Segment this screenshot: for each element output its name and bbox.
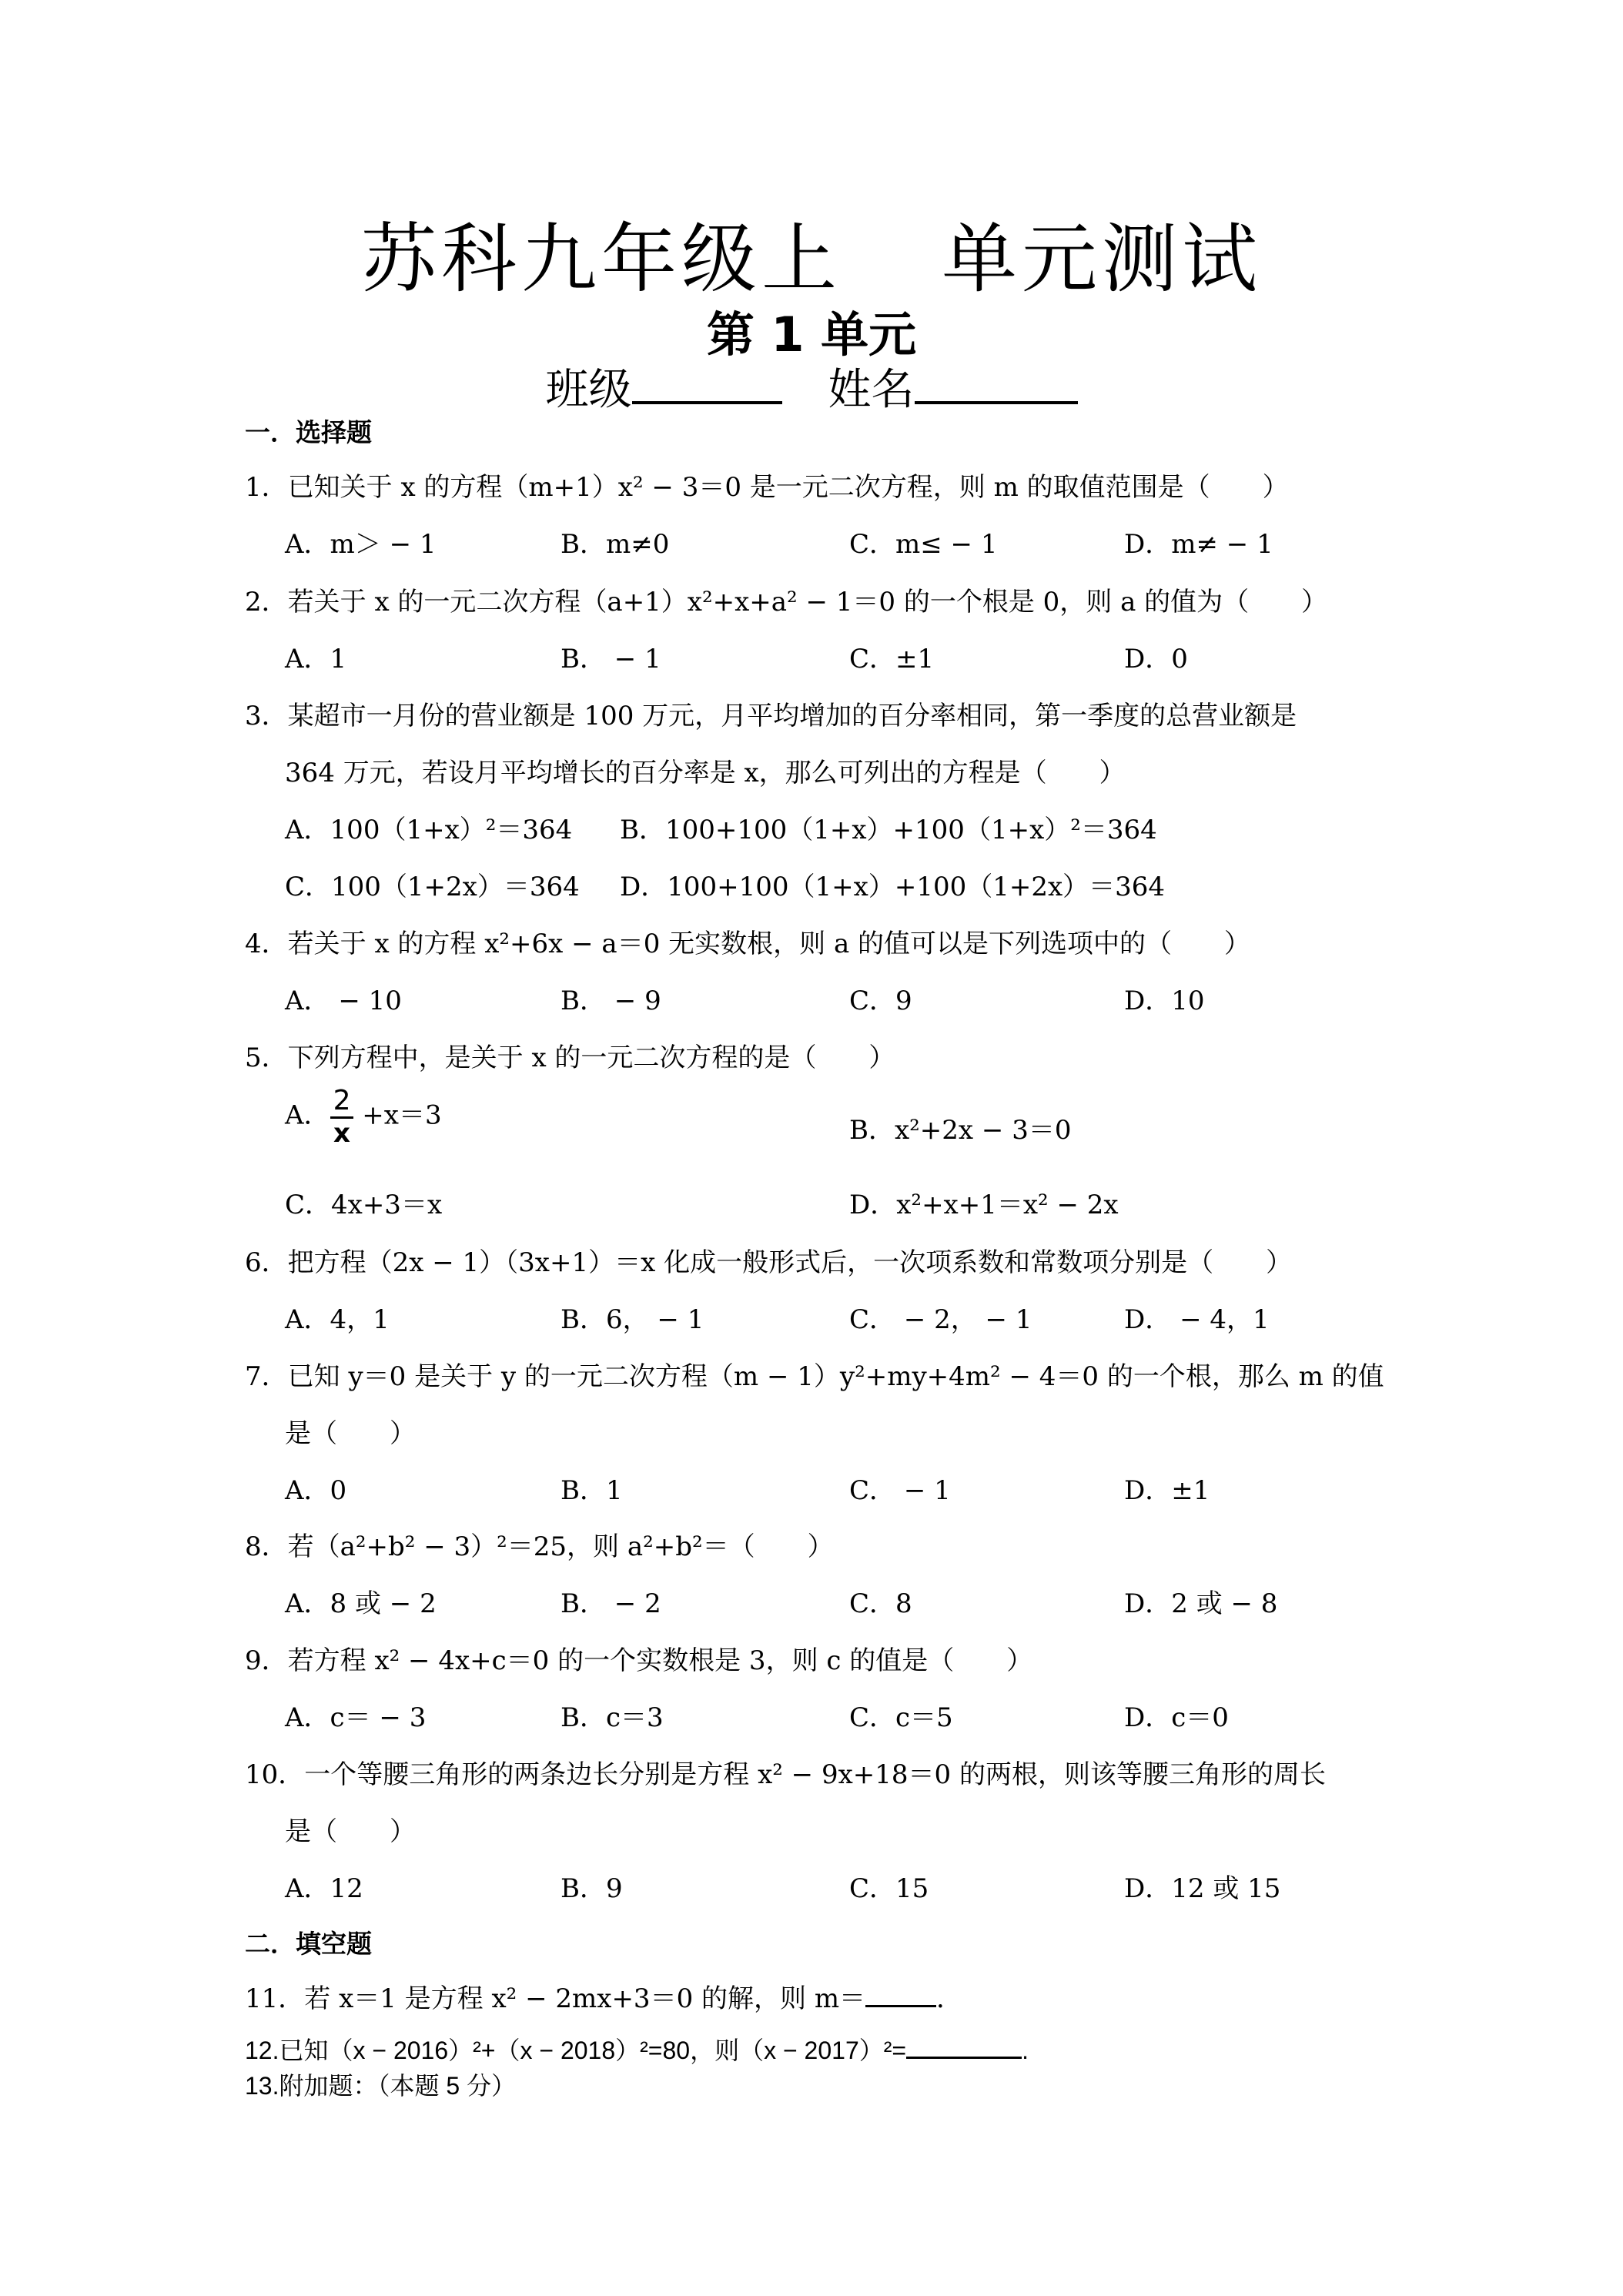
name-label: 姓名 <box>828 365 915 415</box>
q5-option-b: B．x²+2x − 3＝0 <box>849 1115 1072 1146</box>
q1-option-d: D．m≠ − 1 <box>1124 529 1273 560</box>
q8-option-a: A．8 或 − 2 <box>285 1588 437 1619</box>
question-3: 3．某超市一月份的营业额是 100 万元，月平均增加的百分率相同，第一季度的总营业额是 <box>245 701 1297 731</box>
question-12-end: . <box>1022 2037 1029 2064</box>
unit-title: 第 1 单元 <box>706 306 917 363</box>
question-10-line-2: 是（ ） <box>285 1816 416 1847</box>
q5-option-d: D．x²+x+1＝x² − 2x <box>849 1190 1119 1220</box>
q8-option-b: B． − 2 <box>561 1588 661 1619</box>
q5-option-a <box>285 1085 442 1149</box>
q5-option-a-label: A． <box>285 1099 330 1131</box>
q2-option-a: A．1 <box>285 644 347 674</box>
q9-option-d: D．c＝0 <box>1124 1702 1229 1733</box>
class-blank <box>632 401 782 404</box>
fraction-2-over-x <box>330 1085 354 1149</box>
q7-option-b: B．1 <box>561 1475 623 1506</box>
question-7-line-2: 是（ ） <box>285 1418 416 1449</box>
section-fill-heading: 二．填空题 <box>245 1929 372 1959</box>
q9-option-c: C．c＝5 <box>849 1702 953 1733</box>
question-13: 13.附加题：（本题 5 分） <box>245 2072 517 2100</box>
question-11-text: 11．若 x＝1 是方程 x² − 2mx+3＝0 的解，则 m＝ <box>245 1983 866 2014</box>
q4-option-a: A． − 10 <box>285 986 402 1016</box>
question-11-end: ． <box>936 1983 963 2014</box>
q10-option-a: A．12 <box>285 1873 363 1904</box>
question-6: 6．把方程（2x − 1）（3x+1）＝x 化成一般形式后，一次项系数和常数项分别是（ ） <box>245 1247 1293 1278</box>
q6-option-a: A．4，1 <box>285 1304 390 1335</box>
question-12-text: 12.已知（x − 2016）²+（x − 2018）²=80，则（x − 2017）²= <box>245 2037 907 2064</box>
q9-option-a: A．c＝ − 3 <box>285 1702 427 1733</box>
q7-option-c: C． − 1 <box>849 1475 951 1506</box>
question-2: 2．若关于 x 的一元二次方程（a+1）x²+x+a² − 1＝0 的一个根是 0，则 a 的值为（ ） <box>245 587 1328 618</box>
question-9: 9．若方程 x² − 4x+c＝0 的一个实数根是 3，则 c 的值是（ ） <box>245 1645 1033 1676</box>
q3-option-c: C．100（1+2x）＝364 <box>285 872 580 902</box>
question-1: 1．已知关于 x 的方程（m+1）x² − 3＝0 是一元二次方程，则 m 的取值范围是（ ） <box>245 472 1289 503</box>
class-label: 班级 <box>545 365 632 415</box>
question-4: 4．若关于 x 的方程 x²+6x − a＝0 无实数根，则 a 的值可以是下列选项中的（ ） <box>245 929 1251 959</box>
q2-option-c: C．±1 <box>849 644 935 674</box>
section-choice-heading: 一．选择题 <box>245 417 372 447</box>
q10-option-d: D．12 或 15 <box>1124 1873 1281 1904</box>
student-info-line <box>0 356 1623 417</box>
question-10: 10．一个等腰三角形的两条边长分别是方程 x² − 9x+18＝0 的两根，则该等腰三角形的周长 <box>245 1759 1326 1790</box>
question-7: 7．已知 y＝0 是关于 y 的一元二次方程（m − 1）y²+my+4m² − 4＝0 的一个根，那么 m 的值 <box>245 1361 1384 1392</box>
question-11 <box>245 1977 962 2015</box>
q7-option-d: D．±1 <box>1124 1475 1210 1506</box>
q4-option-b: B． − 9 <box>561 986 661 1016</box>
question-3-line-2: 364 万元，若设月平均增长的百分率是 x，那么可列出的方程是（ ） <box>285 758 1126 788</box>
q9-option-b: B．c＝3 <box>561 1702 664 1733</box>
q6-option-c: C． − 2， − 1 <box>849 1304 1032 1335</box>
name-blank <box>915 401 1078 404</box>
q8-option-c: C．8 <box>849 1588 912 1619</box>
q5-option-c: C．4x+3＝x <box>285 1190 443 1220</box>
q1-option-c: C．m≤ − 1 <box>849 529 998 560</box>
q3-option-b: B．100+100（1+x）+100（1+x）²＝364 <box>620 815 1157 845</box>
q4-option-c: C．9 <box>849 986 912 1016</box>
fraction-numerator: 2 <box>330 1087 354 1119</box>
q7-option-a: A．0 <box>285 1475 347 1506</box>
q10-option-b: B．9 <box>561 1873 623 1904</box>
q2-option-d: D．0 <box>1124 644 1188 674</box>
title-right: 单元测试 <box>942 216 1263 303</box>
q4-option-d: D．10 <box>1124 986 1205 1016</box>
q3-option-d: D．100+100（1+x）+100（1+2x）＝364 <box>620 872 1166 902</box>
q10-option-c: C．15 <box>849 1873 929 1904</box>
q11-answer-blank <box>865 2005 936 2007</box>
q5-option-a-rest: +x＝3 <box>353 1099 442 1131</box>
q2-option-b: B． − 1 <box>561 644 661 674</box>
q1-option-b: B．m≠0 <box>561 529 670 560</box>
question-12 <box>245 2031 1029 2067</box>
q12-answer-blank <box>906 2057 1022 2059</box>
q6-option-d: D． − 4，1 <box>1124 1304 1270 1335</box>
page-title <box>0 199 1623 307</box>
fraction-denominator: x <box>333 1118 350 1149</box>
q1-option-a: A．m＞ − 1 <box>285 529 437 560</box>
question-8: 8．若（a²+b² − 3）²＝25，则 a²+b²＝（ ） <box>245 1531 834 1562</box>
q6-option-b: B．6， − 1 <box>561 1304 704 1335</box>
question-5: 5．下列方程中，是关于 x 的一元二次方程的是（ ） <box>245 1043 895 1073</box>
title-left: 苏科九年级上 <box>360 216 842 303</box>
q3-option-a: A．100（1+x）²＝364 <box>285 815 573 845</box>
q8-option-d: D．2 或 − 8 <box>1124 1588 1278 1619</box>
